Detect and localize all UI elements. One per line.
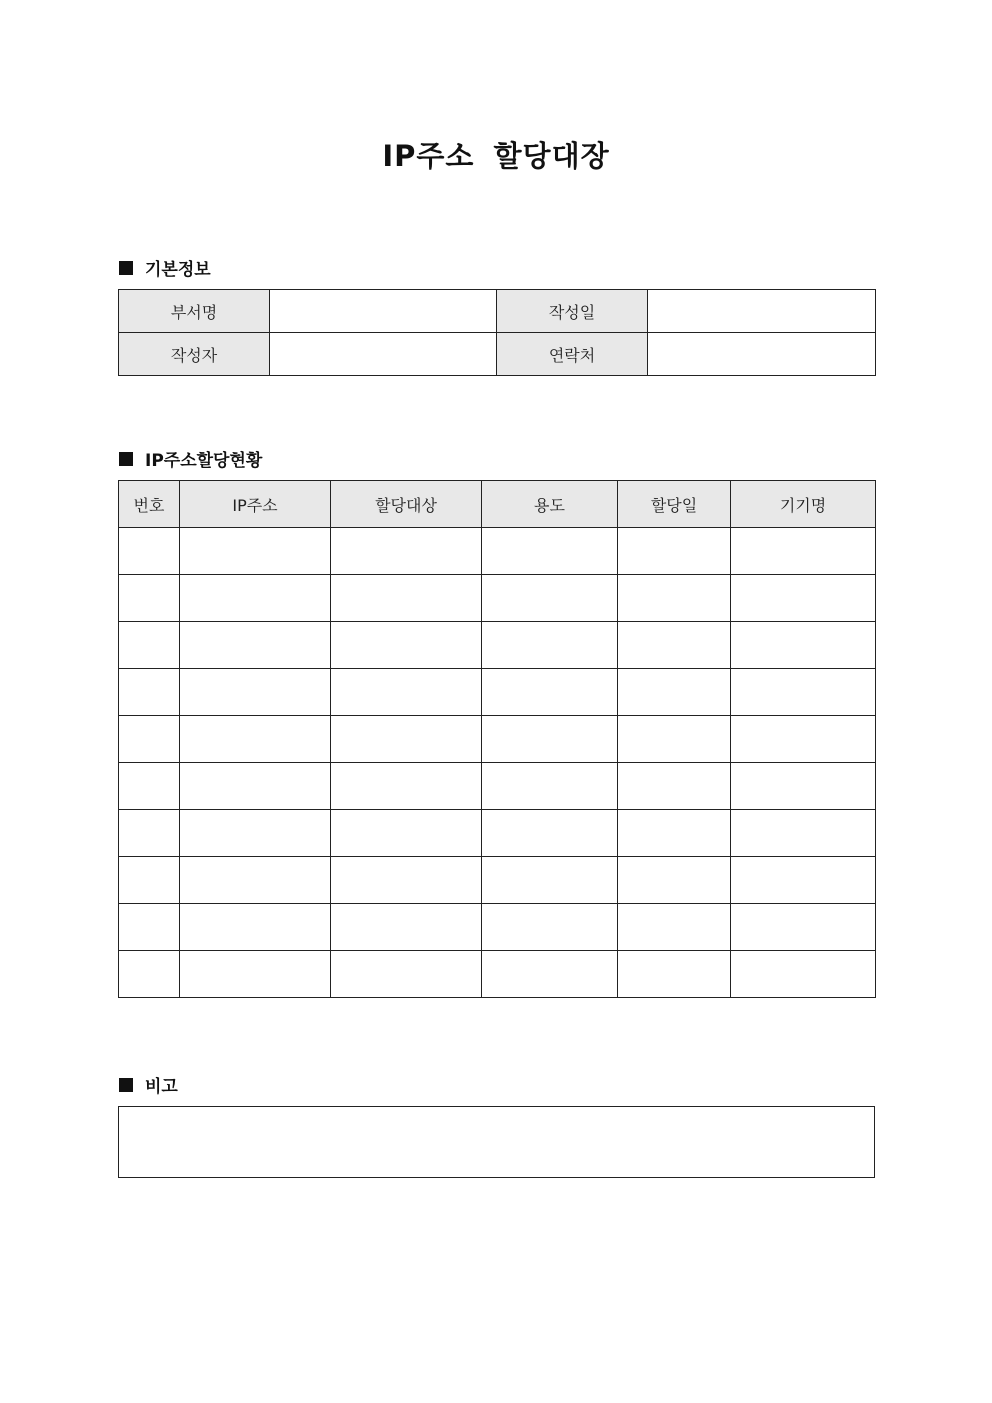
cell-target[interactable] [331, 669, 482, 716]
cell-number[interactable] [119, 951, 180, 998]
cell-device-name[interactable] [731, 622, 876, 669]
cell-number[interactable] [119, 528, 180, 575]
cell-allocation-date[interactable] [618, 810, 731, 857]
cell-ip-address[interactable] [180, 904, 331, 951]
cell-target[interactable] [331, 763, 482, 810]
table-row [119, 951, 876, 998]
cell-target[interactable] [331, 528, 482, 575]
cell-allocation-date[interactable] [618, 763, 731, 810]
table-row [119, 810, 876, 857]
section-heading-ip-allocation [119, 446, 262, 471]
cell-allocation-date[interactable] [618, 622, 731, 669]
cell-allocation-date[interactable] [618, 716, 731, 763]
cell-target[interactable] [331, 575, 482, 622]
table-header-row [119, 481, 876, 528]
table-row [119, 622, 876, 669]
cell-target[interactable] [331, 904, 482, 951]
cell-purpose[interactable] [482, 904, 618, 951]
label-department: 부서명 [119, 290, 270, 333]
label-date-written: 작성일 [497, 290, 648, 333]
cell-allocation-date[interactable] [618, 528, 731, 575]
cell-allocation-date[interactable] [618, 857, 731, 904]
cell-ip-address[interactable] [180, 528, 331, 575]
cell-device-name[interactable] [731, 528, 876, 575]
section-heading-label: 비고 [145, 1077, 178, 1097]
cell-ip-address[interactable] [180, 669, 331, 716]
field-department[interactable] [270, 290, 497, 333]
column-header-ip-address: IP주소 [180, 481, 331, 528]
cell-allocation-date[interactable] [618, 669, 731, 716]
cell-device-name[interactable] [731, 763, 876, 810]
cell-device-name[interactable] [731, 716, 876, 763]
column-header-device-name: 기기명 [731, 481, 876, 528]
label-author: 작성자 [119, 333, 270, 376]
cell-allocation-date[interactable] [618, 951, 731, 998]
cell-ip-address[interactable] [180, 951, 331, 998]
cell-target[interactable] [331, 951, 482, 998]
cell-number[interactable] [119, 857, 180, 904]
cell-purpose[interactable] [482, 857, 618, 904]
column-header-allocation-date: 할당일 [618, 481, 731, 528]
cell-ip-address[interactable] [180, 763, 331, 810]
page-title: IP주소 할당대장 [382, 139, 610, 173]
cell-number[interactable] [119, 575, 180, 622]
section-heading-remarks [119, 1072, 178, 1097]
cell-device-name[interactable] [731, 904, 876, 951]
cell-number[interactable] [119, 904, 180, 951]
cell-target[interactable] [331, 857, 482, 904]
cell-device-name[interactable] [731, 810, 876, 857]
field-author[interactable] [270, 333, 497, 376]
cell-number[interactable] [119, 716, 180, 763]
cell-ip-address[interactable] [180, 622, 331, 669]
table-row [119, 333, 876, 376]
table-row [119, 763, 876, 810]
table-row [119, 528, 876, 575]
cell-purpose[interactable] [482, 716, 618, 763]
label-contact: 연락처 [497, 333, 648, 376]
ip-allocation-body [119, 528, 876, 998]
table-row [119, 575, 876, 622]
remarks-field[interactable] [118, 1106, 875, 1178]
cell-purpose[interactable] [482, 575, 618, 622]
cell-target[interactable] [331, 716, 482, 763]
cell-ip-address[interactable] [180, 716, 331, 763]
cell-device-name[interactable] [731, 857, 876, 904]
section-heading-label: 기본정보 [145, 260, 211, 280]
table-row [119, 669, 876, 716]
square-bullet-icon [119, 1078, 133, 1092]
cell-device-name[interactable] [731, 669, 876, 716]
cell-ip-address[interactable] [180, 810, 331, 857]
cell-purpose[interactable] [482, 669, 618, 716]
basic-info-table [118, 289, 876, 376]
cell-allocation-date[interactable] [618, 904, 731, 951]
cell-purpose[interactable] [482, 951, 618, 998]
section-heading-label: IP주소할당현황 [145, 451, 263, 471]
cell-ip-address[interactable] [180, 575, 331, 622]
table-row [119, 904, 876, 951]
field-contact[interactable] [648, 333, 876, 376]
ip-allocation-table [118, 480, 876, 998]
cell-number[interactable] [119, 622, 180, 669]
square-bullet-icon [119, 452, 133, 466]
cell-device-name[interactable] [731, 951, 876, 998]
cell-device-name[interactable] [731, 575, 876, 622]
cell-purpose[interactable] [482, 528, 618, 575]
column-header-number: 번호 [119, 481, 180, 528]
cell-number[interactable] [119, 810, 180, 857]
cell-ip-address[interactable] [180, 857, 331, 904]
cell-purpose[interactable] [482, 622, 618, 669]
cell-target[interactable] [331, 622, 482, 669]
column-header-target: 할당대상 [331, 481, 482, 528]
cell-target[interactable] [331, 810, 482, 857]
table-row [119, 290, 876, 333]
cell-purpose[interactable] [482, 810, 618, 857]
square-bullet-icon [119, 261, 133, 275]
cell-allocation-date[interactable] [618, 575, 731, 622]
cell-purpose[interactable] [482, 763, 618, 810]
field-date-written[interactable] [648, 290, 876, 333]
section-heading-basic-info [119, 255, 211, 280]
cell-number[interactable] [119, 669, 180, 716]
table-row [119, 857, 876, 904]
column-header-purpose: 용도 [482, 481, 618, 528]
table-row [119, 716, 876, 763]
cell-number[interactable] [119, 763, 180, 810]
